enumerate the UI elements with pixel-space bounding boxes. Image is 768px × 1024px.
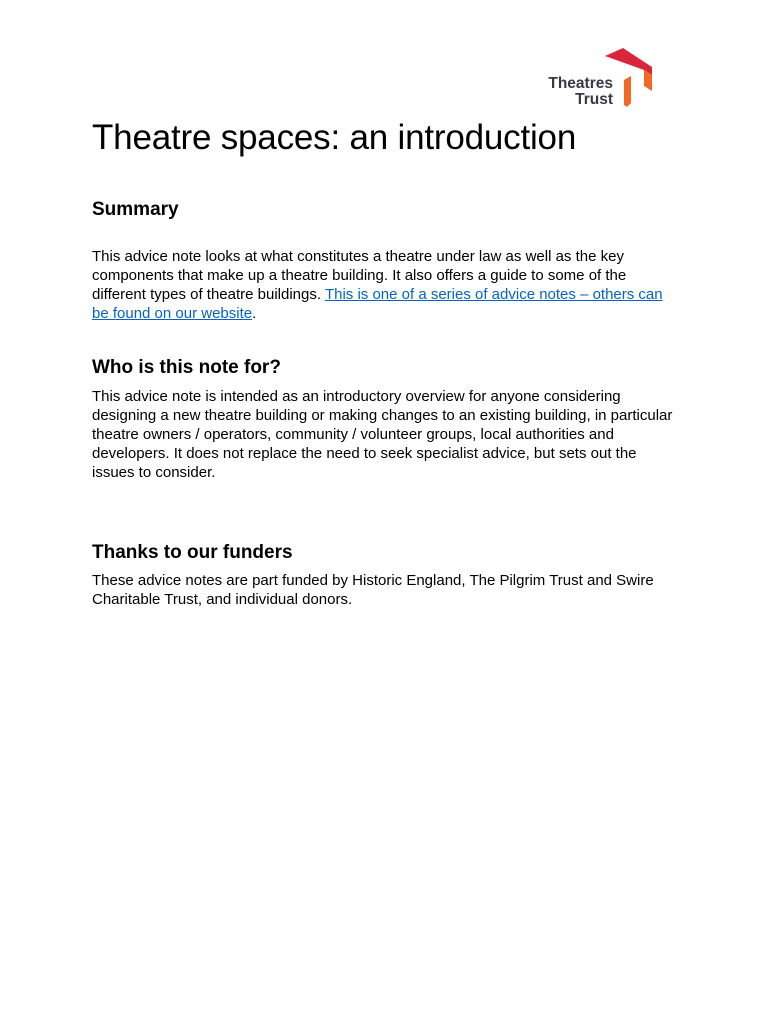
summary-paragraph	[92, 248, 682, 324]
thanks-paragraph: These advice notes are part funded by Historic England, The Pilgrim Trust and Swire Charitable Trust, and individual donors.	[92, 572, 654, 608]
logo-mark-icon	[602, 46, 656, 110]
thanks-heading: Thanks to our funders	[92, 542, 293, 563]
theatres-trust-logo	[536, 46, 656, 110]
logo-line-1: Theatres	[548, 75, 613, 92]
logo-line-2: Trust	[575, 91, 613, 108]
who-paragraph: This advice note is intended as an introductory overview for anyone considering designing a new theatre building or making changes to an existing building, in particular theatre owners / operators, community / volunteer groups, local authorities and developers. It does not replace the need to seek specialist advice, but sets out the issues to consider.	[92, 388, 673, 481]
logo-mark-stem	[624, 76, 631, 107]
summary-end: .	[252, 304, 257, 322]
advice-notes-link[interactable]: This is one of a series of advice notes – others can be found on our website	[92, 285, 663, 322]
summary-heading: Summary	[92, 199, 179, 220]
page-title: Theatre spaces: an introduction	[92, 118, 577, 157]
who-heading: Who is this note for?	[92, 357, 281, 378]
summary-text: This advice note looks at what constitutes a theatre under law as well as the key components that make up a theatre building. It also offers a guide to some of the different types of theatre buildings.	[92, 248, 627, 303]
